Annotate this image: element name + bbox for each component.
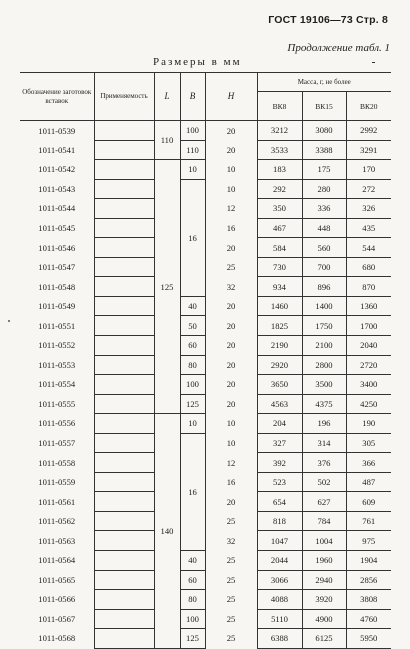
table-row	[20, 570, 391, 590]
row-B: 125	[180, 629, 205, 649]
table-row	[20, 218, 391, 238]
row-vk15: 1750	[302, 316, 346, 336]
row-vk8: 3533	[257, 140, 302, 160]
row-application	[94, 472, 154, 492]
table-row	[20, 453, 391, 473]
row-B: 100	[180, 609, 205, 629]
table-row	[20, 355, 391, 375]
row-vk8: 204	[257, 414, 302, 434]
table-row	[20, 199, 391, 219]
row-application	[94, 531, 154, 551]
row-H: 20	[205, 355, 257, 375]
row-vk8: 2190	[257, 336, 302, 356]
row-code: 1011-0566	[38, 594, 76, 605]
row-B: 100	[180, 375, 205, 395]
row-vk20: 2992	[346, 121, 391, 141]
row-vk20: 761	[346, 511, 391, 531]
row-vk20: 609	[346, 492, 391, 512]
row-vk8: 6388	[257, 629, 302, 649]
row-vk8: 327	[257, 433, 302, 453]
row-vk15: 700	[302, 257, 346, 277]
row-vk20: 366	[346, 453, 391, 473]
row-vk20: 170	[346, 160, 391, 180]
row-vk8: 350	[257, 199, 302, 219]
row-vk15: 2800	[302, 355, 346, 375]
row-B: 60	[180, 336, 205, 356]
row-B: 60	[180, 570, 205, 590]
row-vk8: 1047	[257, 531, 302, 551]
row-vk8: 4563	[257, 394, 302, 414]
row-application	[94, 238, 154, 258]
row-H: 32	[205, 277, 257, 297]
row-vk8: 292	[257, 179, 302, 199]
row-vk20: 1360	[346, 296, 391, 316]
col-mass-group: Масса, г, не более	[257, 73, 391, 92]
row-vk20: 3291	[346, 140, 391, 160]
row-application	[94, 277, 154, 297]
row-H: 25	[205, 629, 257, 649]
row-B: 10	[180, 160, 205, 180]
row-vk8: 934	[257, 277, 302, 297]
row-H: 16	[205, 218, 257, 238]
row-vk20: 4250	[346, 394, 391, 414]
sizes-label: Размеры в мм	[153, 56, 242, 68]
row-code: 1011-0555	[38, 398, 76, 409]
row-H: 25	[205, 511, 257, 531]
row-vk8: 5110	[257, 609, 302, 629]
row-H: 10	[205, 160, 257, 180]
row-vk20: 544	[346, 238, 391, 258]
row-H: 10	[205, 179, 257, 199]
table-row	[20, 316, 391, 336]
row-B: 50	[180, 316, 205, 336]
row-vk15: 3388	[302, 140, 346, 160]
row-code: 1011-0562	[38, 516, 76, 527]
row-vk15: 280	[302, 179, 346, 199]
table-row	[20, 238, 391, 258]
row-vk8: 2044	[257, 551, 302, 571]
row-B: 40	[180, 296, 205, 316]
table-row	[20, 336, 391, 356]
row-code: 1011-0557	[38, 438, 76, 449]
row-vk15: 314	[302, 433, 346, 453]
row-vk15: 2940	[302, 570, 346, 590]
row-L: 125	[154, 160, 180, 414]
row-vk20: 305	[346, 433, 391, 453]
row-H: 20	[205, 336, 257, 356]
row-code: 1011-0539	[20, 121, 94, 141]
row-H: 12	[205, 453, 257, 473]
row-vk20: 2720	[346, 355, 391, 375]
row-H: 10	[205, 433, 257, 453]
row-vk15: 627	[302, 492, 346, 512]
row-code: 1011-0561	[38, 496, 76, 507]
row-B: 100	[180, 121, 205, 141]
row-vk8: 1825	[257, 316, 302, 336]
row-application	[94, 140, 154, 160]
row-H: 20	[205, 492, 257, 512]
table-row	[20, 375, 391, 395]
row-vk15: 4375	[302, 394, 346, 414]
row-B: 80	[180, 355, 205, 375]
row-vk8: 1460	[257, 296, 302, 316]
table-row	[20, 551, 391, 571]
row-H: 16	[205, 472, 257, 492]
row-vk20: 4760	[346, 609, 391, 629]
row-vk15: 1960	[302, 551, 346, 571]
row-vk15: 3500	[302, 375, 346, 395]
row-H: 25	[205, 609, 257, 629]
row-code: 1011-0551	[38, 320, 76, 331]
row-vk15: 4900	[302, 609, 346, 629]
table-row	[20, 179, 391, 199]
table-row	[20, 590, 391, 610]
row-H: 25	[205, 590, 257, 610]
row-code: 1011-0565	[38, 574, 76, 585]
row-application	[94, 257, 154, 277]
row-vk15: 175	[302, 160, 346, 180]
row-vk15: 376	[302, 453, 346, 473]
row-vk8: 3212	[257, 121, 302, 141]
row-code: 1011-0559	[38, 477, 76, 488]
row-vk15: 896	[302, 277, 346, 297]
row-H: 20	[205, 140, 257, 160]
row-application	[94, 433, 154, 453]
table-row	[20, 492, 391, 512]
col-vk20: ВК20	[346, 92, 391, 121]
row-B: 110	[180, 140, 205, 160]
row-code: 1011-0545	[38, 223, 76, 233]
row-vk15: 1004	[302, 531, 346, 551]
row-H: 12	[205, 199, 257, 219]
table-row	[20, 394, 391, 414]
col-designation: Обозначение заготовок вставок	[20, 73, 94, 121]
row-H: 10	[205, 414, 257, 434]
row-vk15: 1400	[302, 296, 346, 316]
row-vk8: 3066	[257, 570, 302, 590]
row-application	[94, 375, 154, 395]
row-vk15: 502	[302, 472, 346, 492]
table-row	[20, 257, 391, 277]
row-B: 80	[180, 590, 205, 610]
row-application	[94, 414, 154, 434]
page-header: ГОСТ 19106—73 Стр. 8	[268, 14, 388, 26]
table-row	[20, 511, 391, 531]
row-vk20: 3400	[346, 375, 391, 395]
row-application	[94, 296, 154, 316]
row-code: 1011-0553	[38, 359, 76, 370]
row-code: 1011-0544	[38, 203, 76, 214]
row-vk20: 1904	[346, 551, 391, 571]
row-vk8: 467	[257, 218, 302, 238]
col-vk15: ВК15	[302, 92, 346, 121]
row-B: 125	[180, 394, 205, 414]
row-application	[94, 316, 154, 336]
row-vk15: 3080	[302, 121, 346, 141]
row-application	[94, 570, 154, 590]
row-application	[94, 355, 154, 375]
row-vk8: 2920	[257, 355, 302, 375]
row-application	[94, 629, 154, 649]
row-vk15: 3920	[302, 590, 346, 610]
row-H: 25	[205, 551, 257, 571]
row-application	[94, 121, 154, 141]
row-vk20: 975	[346, 531, 391, 551]
row-vk20: 190	[346, 414, 391, 434]
row-vk20: 3808	[346, 590, 391, 610]
row-application	[94, 511, 154, 531]
row-H: 20	[205, 121, 257, 141]
row-vk8: 654	[257, 492, 302, 512]
col-L: L	[154, 73, 180, 121]
row-H: 20	[205, 375, 257, 395]
row-H: 20	[205, 316, 257, 336]
row-application	[94, 453, 154, 473]
row-vk20: 870	[346, 277, 391, 297]
ink-mark	[372, 62, 375, 63]
row-application	[94, 394, 154, 414]
row-H: 32	[205, 531, 257, 551]
row-vk20: 487	[346, 472, 391, 492]
row-code: 1011-0546	[38, 242, 76, 253]
row-vk8: 818	[257, 511, 302, 531]
ink-dot	[8, 320, 10, 322]
row-vk20: 326	[346, 199, 391, 219]
row-vk20: 680	[346, 257, 391, 277]
row-vk15: 2100	[302, 336, 346, 356]
table-row	[20, 121, 391, 141]
row-B: 40	[180, 551, 205, 571]
row-vk15: 336	[302, 199, 346, 219]
row-code: 1011-0558	[38, 457, 76, 468]
table-row	[20, 472, 391, 492]
row-application	[94, 492, 154, 512]
row-vk20: 5950	[346, 629, 391, 649]
row-vk8: 584	[257, 238, 302, 258]
row-H: 25	[205, 257, 257, 277]
table-row	[20, 414, 391, 434]
row-code: 1011-0542	[38, 164, 76, 175]
row-vk20: 1700	[346, 316, 391, 336]
row-vk8: 523	[257, 472, 302, 492]
row-vk15: 560	[302, 238, 346, 258]
row-L: 140	[154, 414, 180, 649]
table-row	[20, 160, 391, 180]
row-application	[94, 551, 154, 571]
row-application	[94, 590, 154, 610]
row-code: 1011-0552	[38, 340, 76, 351]
row-code: 1011-0543	[38, 183, 76, 194]
row-application	[94, 179, 154, 199]
row-H: 20	[205, 238, 257, 258]
row-H: 20	[205, 394, 257, 414]
row-vk8: 730	[257, 257, 302, 277]
table-body	[20, 121, 391, 649]
row-application	[94, 218, 154, 238]
row-vk15: 6125	[302, 629, 346, 649]
row-application	[94, 336, 154, 356]
row-vk8: 392	[257, 453, 302, 473]
row-vk15: 448	[302, 218, 346, 238]
row-vk15: 784	[302, 511, 346, 531]
mass-table	[20, 72, 391, 649]
table-row	[20, 531, 391, 551]
row-vk20: 2856	[346, 570, 391, 590]
row-vk8: 183	[257, 160, 302, 180]
row-code: 1011-0568	[38, 633, 76, 644]
col-H: H	[205, 73, 257, 121]
col-application: Применяемость	[94, 73, 154, 121]
row-H: 25	[205, 570, 257, 590]
row-code: 1011-0554	[38, 379, 76, 390]
row-application	[94, 199, 154, 219]
row-vk8: 3650	[257, 375, 302, 395]
row-code: 1011-0549	[38, 301, 76, 312]
row-vk20: 435	[346, 218, 391, 238]
continuation-note: Продолжение табл. 1	[287, 42, 390, 54]
row-code: 1011-0556	[38, 418, 76, 429]
row-code: 1011-0548	[38, 281, 76, 292]
row-vk20: 272	[346, 179, 391, 199]
table-row	[20, 629, 391, 649]
row-L: 110	[154, 121, 180, 160]
col-B: B	[180, 73, 205, 121]
row-code: 1011-0563	[38, 535, 76, 546]
row-code: 1011-0541	[38, 144, 76, 155]
col-vk8: ВК8	[257, 92, 302, 121]
row-H: 20	[205, 296, 257, 316]
row-B-merged: 16	[180, 179, 205, 296]
table-row	[20, 277, 391, 297]
row-code: 1011-0567	[38, 613, 76, 624]
row-vk15: 196	[302, 414, 346, 434]
table-row	[20, 296, 391, 316]
row-code: 1011-0547	[38, 262, 76, 273]
row-vk8: 4088	[257, 590, 302, 610]
row-vk20: 2040	[346, 336, 391, 356]
row-application	[94, 160, 154, 180]
table-row	[20, 140, 391, 160]
row-B: 10	[180, 414, 205, 434]
row-B-merged: 16	[180, 433, 205, 550]
table-row	[20, 433, 391, 453]
row-code: 1011-0564	[38, 555, 76, 566]
